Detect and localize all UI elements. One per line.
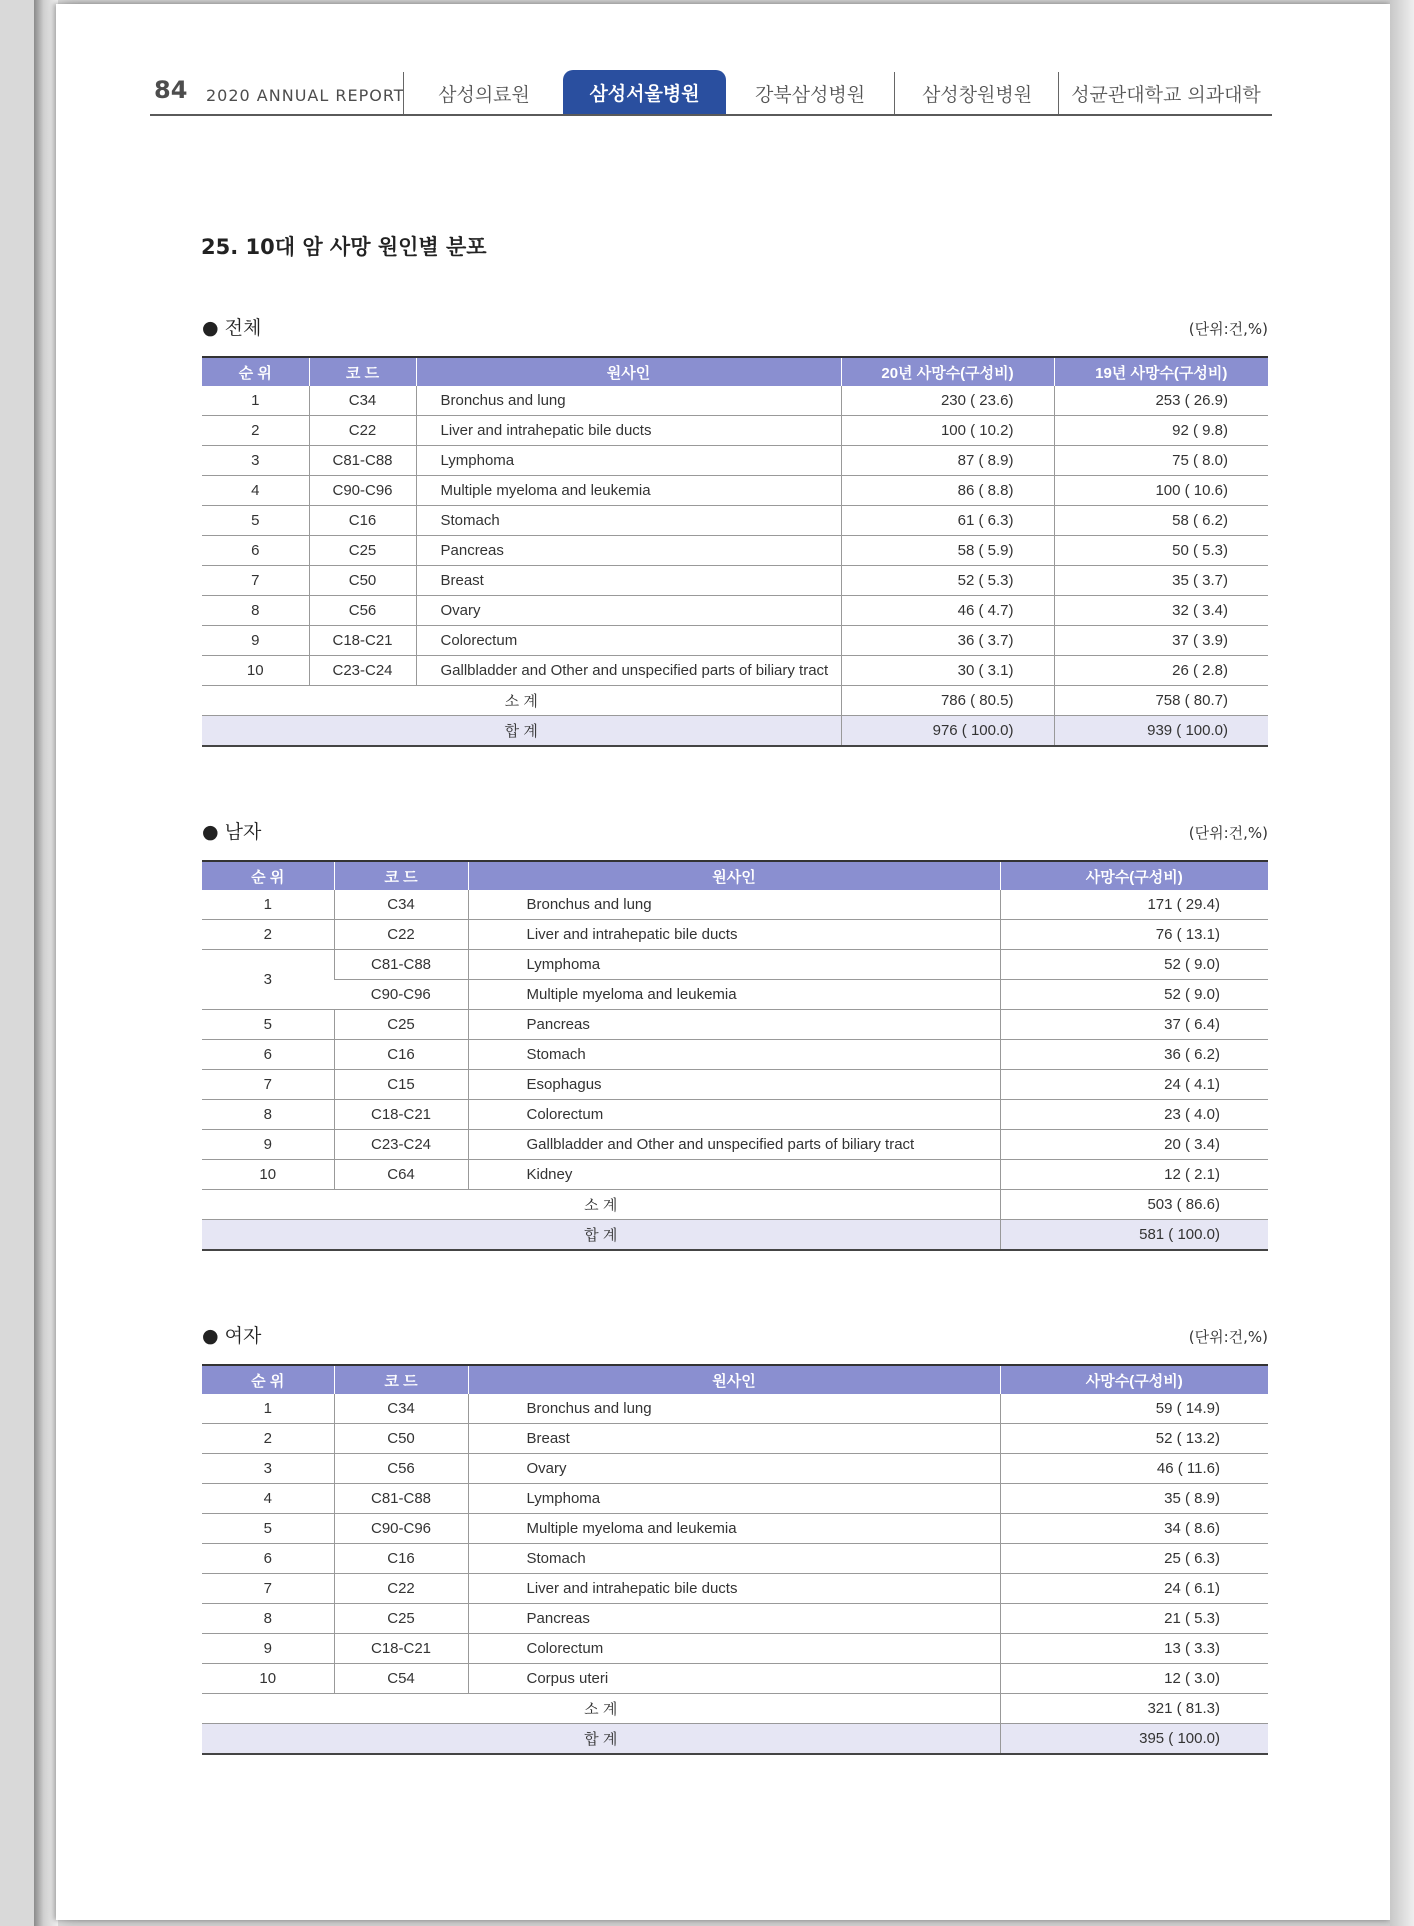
- count-2020-cell: 30 ( 3.1): [841, 656, 1054, 686]
- code-cell: C25: [309, 536, 416, 566]
- cause-cell: Lymphoma: [468, 1484, 1000, 1514]
- rank-cell: 2: [202, 1424, 334, 1454]
- code-cell: C90-C96: [334, 1514, 468, 1544]
- count-2020-cell: 86 ( 8.8): [841, 476, 1054, 506]
- code-cell: C64: [334, 1160, 468, 1190]
- table-row: [202, 890, 1268, 920]
- rank-cell: 6: [202, 536, 309, 566]
- cause-cell: Liver and intrahepatic bile ducts: [416, 416, 841, 446]
- rank-cell: 4: [202, 1484, 334, 1514]
- count-2020-cell: 100 ( 10.2): [841, 416, 1054, 446]
- col-code: 코 드: [309, 357, 416, 386]
- grand-total-2019: 939 ( 100.0): [1054, 716, 1268, 747]
- unit-label-total: (단위:건,%): [1188, 320, 1268, 338]
- count-2019-cell: 32 ( 3.4): [1054, 596, 1268, 626]
- grand-total-value: 581 ( 100.0): [1000, 1220, 1268, 1251]
- count-2019-cell: 100 ( 10.6): [1054, 476, 1268, 506]
- rank-cell: 7: [202, 1070, 334, 1100]
- code-cell: C81-C88: [334, 1484, 468, 1514]
- table-row: [202, 386, 1268, 416]
- table-row: [202, 1040, 1268, 1070]
- cause-cell: Ovary: [468, 1454, 1000, 1484]
- code-cell: C90-C96: [309, 476, 416, 506]
- code-cell: C15: [334, 1070, 468, 1100]
- rank-cell: 10: [202, 1664, 334, 1694]
- rank-cell: 5: [202, 1514, 334, 1544]
- code-cell: C18-C21: [334, 1100, 468, 1130]
- table-row: [202, 1634, 1268, 1664]
- cause-cell: Multiple myeloma and leukemia: [468, 1514, 1000, 1544]
- code-cell: C50: [309, 566, 416, 596]
- code-cell: C50: [334, 1424, 468, 1454]
- table-row: [202, 1010, 1268, 1040]
- count-cell: 20 ( 3.4): [1000, 1130, 1268, 1160]
- rank-cell: 5: [202, 1010, 334, 1040]
- table-row: [202, 1544, 1268, 1574]
- rank-cell: 8: [202, 1604, 334, 1634]
- count-cell: 23 ( 4.0): [1000, 1100, 1268, 1130]
- code-cell: C22: [309, 416, 416, 446]
- code-cell: C90-C96: [334, 980, 468, 1010]
- cause-cell: Colorectum: [468, 1634, 1000, 1664]
- col-count: 사망수(구성비): [1000, 1365, 1268, 1394]
- count-2019-cell: 35 ( 3.7): [1054, 566, 1268, 596]
- count-2020-cell: 36 ( 3.7): [841, 626, 1054, 656]
- count-cell: 37 ( 6.4): [1000, 1010, 1268, 1040]
- cause-cell: Breast: [468, 1424, 1000, 1454]
- grand-total-label: 합 계: [202, 1724, 1000, 1755]
- book-spine: [34, 0, 58, 1926]
- rank-cell: 5: [202, 506, 309, 536]
- rank-cell: 2: [202, 920, 334, 950]
- cause-cell: Stomach: [468, 1544, 1000, 1574]
- cause-cell: Bronchus and lung: [416, 386, 841, 416]
- rank-cell: 10: [202, 1160, 334, 1190]
- count-2020-cell: 46 ( 4.7): [841, 596, 1054, 626]
- grand-total-label: 합 계: [202, 716, 841, 747]
- code-cell: C56: [334, 1454, 468, 1484]
- rank-cell: 4: [202, 476, 309, 506]
- count-cell: 12 ( 2.1): [1000, 1160, 1268, 1190]
- section-label-male: ● 남자: [202, 821, 262, 843]
- cause-cell: Pancreas: [416, 536, 841, 566]
- count-cell: 52 ( 9.0): [1000, 950, 1268, 980]
- table-row: [202, 566, 1268, 596]
- rank-cell: 1: [202, 890, 334, 920]
- cause-cell: Kidney: [468, 1160, 1000, 1190]
- table-row: [202, 1604, 1268, 1634]
- code-cell: C18-C21: [309, 626, 416, 656]
- col-code: 코 드: [334, 1365, 468, 1394]
- table-row: [202, 596, 1268, 626]
- count-2019-cell: 253 ( 26.9): [1054, 386, 1268, 416]
- table-row: [202, 1514, 1268, 1544]
- count-2019-cell: 58 ( 6.2): [1054, 506, 1268, 536]
- grand-total-2020: 976 ( 100.0): [841, 716, 1054, 747]
- grand-total-value: 395 ( 100.0): [1000, 1724, 1268, 1755]
- rank-cell: 9: [202, 626, 309, 656]
- table-male: [202, 860, 1268, 1251]
- page-title: 25. 10대 암 사망 원인별 분포: [201, 235, 487, 259]
- cause-cell: Liver and intrahepatic bile ducts: [468, 920, 1000, 950]
- cause-cell: Multiple myeloma and leukemia: [468, 980, 1000, 1010]
- rank-cell: 7: [202, 1574, 334, 1604]
- count-2019-cell: 26 ( 2.8): [1054, 656, 1268, 686]
- cause-cell: Stomach: [468, 1040, 1000, 1070]
- code-cell: C34: [309, 386, 416, 416]
- col-2019: 19년 사망수(구성비): [1054, 357, 1268, 386]
- col-2020: 20년 사망수(구성비): [841, 357, 1054, 386]
- count-2019-cell: 75 ( 8.0): [1054, 446, 1268, 476]
- table-row: [202, 1424, 1268, 1454]
- count-cell: 171 ( 29.4): [1000, 890, 1268, 920]
- rank-cell: 3: [202, 1454, 334, 1484]
- count-cell: 21 ( 5.3): [1000, 1604, 1268, 1634]
- col-cause: 원사인: [468, 1365, 1000, 1394]
- subtotal-label: 소 계: [202, 1190, 1000, 1220]
- table-row: [202, 1100, 1268, 1130]
- count-cell: 52 ( 9.0): [1000, 980, 1268, 1010]
- cause-cell: Pancreas: [468, 1010, 1000, 1040]
- col-rank: 순 위: [202, 357, 309, 386]
- table-row: [202, 656, 1268, 686]
- table-row: [202, 446, 1268, 476]
- tab-kangbuk-samsung-hospital[interactable]: 강북삼성병원: [754, 83, 866, 106]
- tab-samsung-seoul-hospital[interactable]: 삼성서울병원: [563, 70, 726, 114]
- code-cell: C16: [334, 1040, 468, 1070]
- cause-cell: Breast: [416, 566, 841, 596]
- count-cell: 24 ( 6.1): [1000, 1574, 1268, 1604]
- table-row: [202, 506, 1268, 536]
- count-cell: 25 ( 6.3): [1000, 1544, 1268, 1574]
- count-2019-cell: 92 ( 9.8): [1054, 416, 1268, 446]
- code-cell: C54: [334, 1664, 468, 1694]
- code-cell: C81-C88: [309, 446, 416, 476]
- subtotal-row: [202, 686, 1268, 716]
- count-2020-cell: 61 ( 6.3): [841, 506, 1054, 536]
- code-cell: C22: [334, 920, 468, 950]
- rank-cell: 3: [202, 950, 334, 1010]
- rank-cell: 8: [202, 1100, 334, 1130]
- subtotal-value: 321 ( 81.3): [1000, 1694, 1268, 1724]
- code-cell: C16: [309, 506, 416, 536]
- table-row: [202, 1070, 1268, 1100]
- count-2020-cell: 52 ( 5.3): [841, 566, 1054, 596]
- table-row: [202, 920, 1268, 950]
- table-row: [202, 1454, 1268, 1484]
- table-row: [202, 1130, 1268, 1160]
- count-2019-cell: 50 ( 5.3): [1054, 536, 1268, 566]
- col-cause: 원사인: [468, 861, 1000, 890]
- grand-total-row: [202, 716, 1268, 747]
- cause-cell: Multiple myeloma and leukemia: [416, 476, 841, 506]
- rank-cell: 9: [202, 1130, 334, 1160]
- code-cell: C56: [309, 596, 416, 626]
- code-cell: C25: [334, 1604, 468, 1634]
- count-2020-cell: 230 ( 23.6): [841, 386, 1054, 416]
- code-cell: C18-C21: [334, 1634, 468, 1664]
- col-cause: 원사인: [416, 357, 841, 386]
- cause-cell: Stomach: [416, 506, 841, 536]
- count-cell: 59 ( 14.9): [1000, 1394, 1268, 1424]
- table-row: [202, 626, 1268, 656]
- code-cell: C25: [334, 1010, 468, 1040]
- count-2020-cell: 87 ( 8.9): [841, 446, 1054, 476]
- subtotal-2019: 758 ( 80.7): [1054, 686, 1268, 716]
- tab-samsung-changwon-hospital[interactable]: 삼성창원병원: [894, 72, 1059, 114]
- code-cell: C22: [334, 1574, 468, 1604]
- rank-cell: 10: [202, 656, 309, 686]
- table-row: [202, 536, 1268, 566]
- rank-cell: 2: [202, 416, 309, 446]
- cause-cell: Bronchus and lung: [468, 1394, 1000, 1424]
- unit-label-male: (단위:건,%): [1188, 824, 1268, 842]
- grand-total-row: [202, 1724, 1268, 1755]
- tab-samsung-medical-center[interactable]: 삼성의료원: [403, 72, 564, 114]
- cause-cell: Bronchus and lung: [468, 890, 1000, 920]
- table-row: [202, 1574, 1268, 1604]
- count-2020-cell: 58 ( 5.9): [841, 536, 1054, 566]
- count-cell: 52 ( 13.2): [1000, 1424, 1268, 1454]
- subtotal-label: 소 계: [202, 686, 841, 716]
- count-cell: 13 ( 3.3): [1000, 1634, 1268, 1664]
- col-code: 코 드: [334, 861, 468, 890]
- count-cell: 24 ( 4.1): [1000, 1070, 1268, 1100]
- code-cell: C23-C24: [309, 656, 416, 686]
- count-cell: 35 ( 8.9): [1000, 1484, 1268, 1514]
- subtotal-label: 소 계: [202, 1694, 1000, 1724]
- table-row: [202, 950, 1268, 980]
- code-cell: C34: [334, 890, 468, 920]
- rank-cell: 6: [202, 1544, 334, 1574]
- rank-cell: 9: [202, 1634, 334, 1664]
- cause-cell: Pancreas: [468, 1604, 1000, 1634]
- rank-cell: 7: [202, 566, 309, 596]
- cause-cell: Colorectum: [468, 1100, 1000, 1130]
- subtotal-2020: 786 ( 80.5): [841, 686, 1054, 716]
- rank-cell: 1: [202, 386, 309, 416]
- cause-cell: Colorectum: [416, 626, 841, 656]
- table-row: [202, 1484, 1268, 1514]
- cause-cell: Liver and intrahepatic bile ducts: [468, 1574, 1000, 1604]
- subtotal-value: 503 ( 86.6): [1000, 1190, 1268, 1220]
- rank-cell: 8: [202, 596, 309, 626]
- page-number: 84: [154, 76, 188, 104]
- code-cell: C81-C88: [334, 950, 468, 980]
- section-label-female: ● 여자: [202, 1325, 262, 1347]
- grand-total-label: 합 계: [202, 1220, 1000, 1251]
- code-cell: C34: [334, 1394, 468, 1424]
- rank-cell: 6: [202, 1040, 334, 1070]
- table-row: [202, 1664, 1268, 1694]
- table-row: [202, 980, 1268, 1010]
- code-cell: C16: [334, 1544, 468, 1574]
- subtotal-row: [202, 1190, 1268, 1220]
- count-cell: 76 ( 13.1): [1000, 920, 1268, 950]
- cause-cell: Gallbladder and Other and unspecified parts of biliary tract: [416, 656, 841, 686]
- page-edge: [1390, 0, 1414, 1926]
- tab-skku-medicine[interactable]: 성균관대학교 의과대학: [1058, 72, 1273, 114]
- cause-cell: Lymphoma: [416, 446, 841, 476]
- count-cell: 34 ( 8.6): [1000, 1514, 1268, 1544]
- cause-cell: Esophagus: [468, 1070, 1000, 1100]
- cause-cell: Corpus uteri: [468, 1664, 1000, 1694]
- page-header: [150, 68, 1272, 116]
- table-total: [202, 356, 1268, 747]
- report-title: 2020 ANNUAL REPORT: [206, 86, 405, 105]
- col-rank: 순 위: [202, 1365, 334, 1394]
- table-row: [202, 476, 1268, 506]
- col-count: 사망수(구성비): [1000, 861, 1268, 890]
- cause-cell: Ovary: [416, 596, 841, 626]
- col-rank: 순 위: [202, 861, 334, 890]
- subtotal-row: [202, 1694, 1268, 1724]
- count-cell: 36 ( 6.2): [1000, 1040, 1268, 1070]
- count-2019-cell: 37 ( 3.9): [1054, 626, 1268, 656]
- table-row: [202, 1394, 1268, 1424]
- rank-cell: 3: [202, 446, 309, 476]
- table-female: [202, 1364, 1268, 1755]
- rank-cell: 1: [202, 1394, 334, 1424]
- count-cell: 12 ( 3.0): [1000, 1664, 1268, 1694]
- section-label-total: ● 전체: [202, 317, 262, 339]
- cause-cell: Lymphoma: [468, 950, 1000, 980]
- table-row: [202, 1160, 1268, 1190]
- unit-label-female: (단위:건,%): [1188, 1328, 1268, 1346]
- code-cell: C23-C24: [334, 1130, 468, 1160]
- count-cell: 46 ( 11.6): [1000, 1454, 1268, 1484]
- cause-cell: Gallbladder and Other and unspecified parts of biliary tract: [468, 1130, 1000, 1160]
- grand-total-row: [202, 1220, 1268, 1251]
- table-row: [202, 416, 1268, 446]
